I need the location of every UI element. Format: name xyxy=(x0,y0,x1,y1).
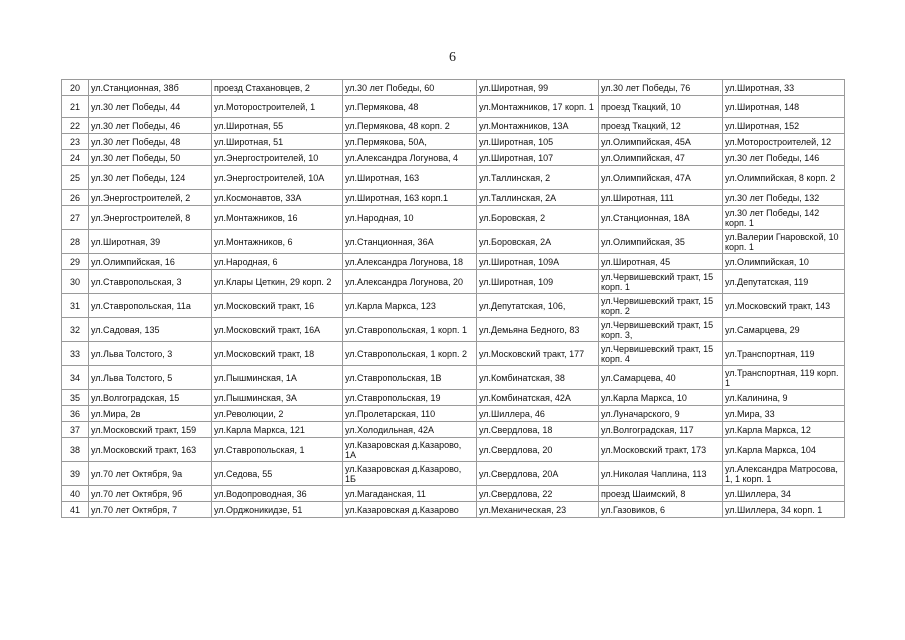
address-cell: ул.Олимпийская, 47А xyxy=(599,166,723,190)
table-row xyxy=(62,342,845,366)
row-number-cell: 40 xyxy=(62,486,89,502)
address-cell: ул.Водопроводная, 36 xyxy=(212,486,343,502)
address-cell: ул.Карла Маркса, 104 xyxy=(723,438,845,462)
address-cell: ул.30 лет Победы, 146 xyxy=(723,150,845,166)
row-number-cell: 21 xyxy=(62,96,89,118)
row-number-cell: 38 xyxy=(62,438,89,462)
address-cell: ул.Монтажников, 16 xyxy=(212,206,343,230)
address-cell: ул.Широтная, 105 xyxy=(477,134,599,150)
row-number-cell: 37 xyxy=(62,422,89,438)
table-row xyxy=(62,206,845,230)
address-cell: ул.Широтная, 39 xyxy=(89,230,212,254)
address-cell: ул.30 лет Победы, 132 xyxy=(723,190,845,206)
address-cell: ул.Московский тракт, 159 xyxy=(89,422,212,438)
address-cell: ул.Олимпийская, 35 xyxy=(599,230,723,254)
address-cell: ул.Ставропольская, 1 корп. 1 xyxy=(343,318,477,342)
row-number-cell: 36 xyxy=(62,406,89,422)
address-cell: ул.Монтажников, 6 xyxy=(212,230,343,254)
row-number-cell: 39 xyxy=(62,462,89,486)
address-cell: ул.Космонавтов, 33А xyxy=(212,190,343,206)
address-cell: ул.Валерии Гнаровской, 10 корп. 1 xyxy=(723,230,845,254)
table-row xyxy=(62,390,845,406)
address-cell: ул.Моторостроителей, 12 xyxy=(723,134,845,150)
address-cell: проезд Стахановцев, 2 xyxy=(212,80,343,96)
address-cell: ул.Карла Маркса, 12 xyxy=(723,422,845,438)
address-cell: ул.Пышминская, 3А xyxy=(212,390,343,406)
address-cell: ул.Клары Цеткин, 29 корп. 2 xyxy=(212,270,343,294)
page-number: 6 xyxy=(449,50,456,65)
address-cell: ул.Александра Логунова, 20 xyxy=(343,270,477,294)
address-cell: ул.Станционная, 36А xyxy=(343,230,477,254)
address-cell: ул.Энергостроителей, 2 xyxy=(89,190,212,206)
address-cell: ул.Казаровская д.Казарово, 1Б xyxy=(343,462,477,486)
address-cell: ул.Широтная, 99 xyxy=(477,80,599,96)
address-cell: ул.Седова, 55 xyxy=(212,462,343,486)
table-row xyxy=(62,486,845,502)
row-number-cell: 30 xyxy=(62,270,89,294)
address-cell: ул.Ставропольская, 1В xyxy=(343,366,477,390)
address-cell: ул.Карла Маркса, 10 xyxy=(599,390,723,406)
address-cell: проезд Ткацкий, 12 xyxy=(599,118,723,134)
address-cell: ул.Олимпийская, 16 xyxy=(89,254,212,270)
address-cell: ул.Николая Чаплина, 113 xyxy=(599,462,723,486)
row-number-cell: 34 xyxy=(62,366,89,390)
address-cell: ул.Демьяна Бедного, 83 xyxy=(477,318,599,342)
address-cell: ул.Олимпийская, 10 xyxy=(723,254,845,270)
address-cell: ул.Свердлова, 18 xyxy=(477,422,599,438)
table-row xyxy=(62,150,845,166)
table-row xyxy=(62,96,845,118)
address-cell: ул.Волгоградская, 117 xyxy=(599,422,723,438)
address-cell: ул.Московский тракт, 163 xyxy=(89,438,212,462)
row-number-cell: 25 xyxy=(62,166,89,190)
row-number-cell: 27 xyxy=(62,206,89,230)
address-cell: ул.30 лет Победы, 44 xyxy=(89,96,212,118)
address-cell: ул.Широтная, 163 xyxy=(343,166,477,190)
address-cell: ул.Ставропольская, 19 xyxy=(343,390,477,406)
address-cell: ул.70 лет Октября, 9б xyxy=(89,486,212,502)
address-cell: ул.30 лет Победы, 142 корп. 1 xyxy=(723,206,845,230)
address-cell: ул.Транспортная, 119 корп. 1 xyxy=(723,366,845,390)
table-row xyxy=(62,230,845,254)
address-cell: ул.Карла Маркса, 123 xyxy=(343,294,477,318)
address-cell: ул.Широтная, 163 корп.1 xyxy=(343,190,477,206)
address-cell: ул.30 лет Победы, 48 xyxy=(89,134,212,150)
address-cell: ул.70 лет Октября, 7 xyxy=(89,502,212,518)
address-cell: ул.Ставропольская, 1 корп. 2 xyxy=(343,342,477,366)
address-cell: ул.Червишевский тракт, 15 корп. 3, xyxy=(599,318,723,342)
table-row xyxy=(62,134,845,150)
address-cell: проезд Ткацкий, 10 xyxy=(599,96,723,118)
address-cell: ул.30 лет Победы, 76 xyxy=(599,80,723,96)
address-cell: ул.70 лет Октября, 9а xyxy=(89,462,212,486)
address-cell: ул.Депутатская, 106, xyxy=(477,294,599,318)
address-cell: ул.30 лет Победы, 124 xyxy=(89,166,212,190)
address-cell: ул.Широтная, 111 xyxy=(599,190,723,206)
table-row xyxy=(62,438,845,462)
address-cell: ул.Садовая, 135 xyxy=(89,318,212,342)
address-cell: ул.Боровская, 2 xyxy=(477,206,599,230)
table-row xyxy=(62,80,845,96)
address-cell: ул.Комбинатская, 42А xyxy=(477,390,599,406)
address-cell: ул.Волгоградская, 15 xyxy=(89,390,212,406)
row-number-cell: 26 xyxy=(62,190,89,206)
table-row xyxy=(62,254,845,270)
address-cell: ул.Свердлова, 22 xyxy=(477,486,599,502)
address-cell: ул.Широтная, 148 xyxy=(723,96,845,118)
row-number-cell: 22 xyxy=(62,118,89,134)
address-cell: ул.Магаданская, 11 xyxy=(343,486,477,502)
row-number-cell: 24 xyxy=(62,150,89,166)
address-cell: ул.Ставропольская, 1 xyxy=(212,438,343,462)
address-cell: ул.Широтная, 107 xyxy=(477,150,599,166)
address-cell: ул.Широтная, 109 xyxy=(477,270,599,294)
address-cell: ул.Олимпийская, 8 корп. 2 xyxy=(723,166,845,190)
address-cell: ул.Механическая, 23 xyxy=(477,502,599,518)
address-cell: ул.Олимпийская, 47 xyxy=(599,150,723,166)
address-cell: ул.Московский тракт, 16 xyxy=(212,294,343,318)
row-number-cell: 31 xyxy=(62,294,89,318)
row-number-cell: 23 xyxy=(62,134,89,150)
address-cell: ул.Самарцева, 40 xyxy=(599,366,723,390)
address-cell: ул.Шиллера, 34 корп. 1 xyxy=(723,502,845,518)
address-cell: ул.Широтная, 55 xyxy=(212,118,343,134)
address-cell: ул.Таллинская, 2 xyxy=(477,166,599,190)
address-cell: ул.Энергостроителей, 8 xyxy=(89,206,212,230)
address-cell: ул.Казаровская д.Казарово, 1А xyxy=(343,438,477,462)
address-cell: ул.Моторостроителей, 1 xyxy=(212,96,343,118)
table-row xyxy=(62,166,845,190)
address-cell: ул.Червишевский тракт, 15 корп. 1 xyxy=(599,270,723,294)
address-cell: ул.Широтная, 45 xyxy=(599,254,723,270)
address-cell: ул.Депутатская, 119 xyxy=(723,270,845,294)
address-cell: ул.Широтная, 51 xyxy=(212,134,343,150)
address-cell: проезд Шаимский, 8 xyxy=(599,486,723,502)
address-cell: ул.Льва Толстого, 3 xyxy=(89,342,212,366)
address-cell: ул.30 лет Победы, 50 xyxy=(89,150,212,166)
address-cell: ул.Луначарского, 9 xyxy=(599,406,723,422)
address-cell: ул.Шиллера, 34 xyxy=(723,486,845,502)
address-cell: ул.Революции, 2 xyxy=(212,406,343,422)
address-cell: ул.Холодильная, 42А xyxy=(343,422,477,438)
address-cell: ул.Шиллера, 46 xyxy=(477,406,599,422)
table-row xyxy=(62,406,845,422)
address-cell: ул.Народная, 6 xyxy=(212,254,343,270)
row-number-cell: 29 xyxy=(62,254,89,270)
address-cell: ул.30 лет Победы, 46 xyxy=(89,118,212,134)
address-cell: ул.Станционная, 38б xyxy=(89,80,212,96)
address-cell: ул.Пермякова, 48 корп. 2 xyxy=(343,118,477,134)
address-cell: ул.Московский тракт, 16А xyxy=(212,318,343,342)
address-cell: ул.Транспортная, 119 xyxy=(723,342,845,366)
address-cell: ул.Орджоникидзе, 51 xyxy=(212,502,343,518)
address-cell: ул.Червишевский тракт, 15 корп. 2 xyxy=(599,294,723,318)
row-number-cell: 35 xyxy=(62,390,89,406)
address-cell: ул.Широтная, 33 xyxy=(723,80,845,96)
address-cell: ул.Пермякова, 50А, xyxy=(343,134,477,150)
address-cell: ул.Газовиков, 6 xyxy=(599,502,723,518)
table-row xyxy=(62,270,845,294)
address-cell: ул.Червишевский тракт, 15 корп. 4 xyxy=(599,342,723,366)
table-row xyxy=(62,462,845,486)
address-cell: ул.Широтная, 152 xyxy=(723,118,845,134)
table-row xyxy=(62,502,845,518)
table-body xyxy=(62,80,845,518)
row-number-cell: 32 xyxy=(62,318,89,342)
address-cell: ул.Боровская, 2А xyxy=(477,230,599,254)
address-cell: ул.Народная, 10 xyxy=(343,206,477,230)
table-row xyxy=(62,294,845,318)
table-row xyxy=(62,366,845,390)
address-cell: ул.Ставропольская, 11а xyxy=(89,294,212,318)
address-cell: ул.Таллинская, 2А xyxy=(477,190,599,206)
row-number-cell: 28 xyxy=(62,230,89,254)
address-cell: ул.Александра Логунова, 18 xyxy=(343,254,477,270)
address-cell: ул.Энергостроителей, 10А xyxy=(212,166,343,190)
address-cell: ул.Московский тракт, 177 xyxy=(477,342,599,366)
address-cell: ул.Монтажников, 13А xyxy=(477,118,599,134)
address-cell: ул.Александра Логунова, 4 xyxy=(343,150,477,166)
address-cell: ул.Калинина, 9 xyxy=(723,390,845,406)
table-row xyxy=(62,118,845,134)
address-cell: ул.Московский тракт, 18 xyxy=(212,342,343,366)
address-cell: ул.Пышминская, 1А xyxy=(212,366,343,390)
address-cell: ул.Пролетарская, 110 xyxy=(343,406,477,422)
address-cell: ул.Карла Маркса, 121 xyxy=(212,422,343,438)
address-cell: ул.30 лет Победы, 60 xyxy=(343,80,477,96)
address-cell: ул.Свердлова, 20А xyxy=(477,462,599,486)
address-cell: ул.Ставропольская, 3 xyxy=(89,270,212,294)
row-number-cell: 20 xyxy=(62,80,89,96)
table-row xyxy=(62,422,845,438)
address-table xyxy=(61,79,845,518)
address-cell: ул.Пермякова, 48 xyxy=(343,96,477,118)
table-row xyxy=(62,318,845,342)
table-row xyxy=(62,190,845,206)
address-cell: ул.Казаровская д.Казарово xyxy=(343,502,477,518)
address-cell: ул.Свердлова, 20 xyxy=(477,438,599,462)
address-cell: ул.Олимпийская, 45А xyxy=(599,134,723,150)
address-cell: ул.Мира, 2в xyxy=(89,406,212,422)
address-cell: ул.Александра Матросова, 1, 1 корп. 1 xyxy=(723,462,845,486)
address-cell: ул.Самарцева, 29 xyxy=(723,318,845,342)
address-cell: ул.Московский тракт, 173 xyxy=(599,438,723,462)
address-cell: ул.Комбинатская, 38 xyxy=(477,366,599,390)
address-cell: ул.Станционная, 18А xyxy=(599,206,723,230)
address-cell: ул.Московский тракт, 143 xyxy=(723,294,845,318)
row-number-cell: 33 xyxy=(62,342,89,366)
address-cell: ул.Энергостроителей, 10 xyxy=(212,150,343,166)
address-cell: ул.Широтная, 109А xyxy=(477,254,599,270)
address-cell: ул.Льва Толстого, 5 xyxy=(89,366,212,390)
address-cell: ул.Мира, 33 xyxy=(723,406,845,422)
address-cell: ул.Монтажников, 17 корп. 1 xyxy=(477,96,599,118)
row-number-cell: 41 xyxy=(62,502,89,518)
